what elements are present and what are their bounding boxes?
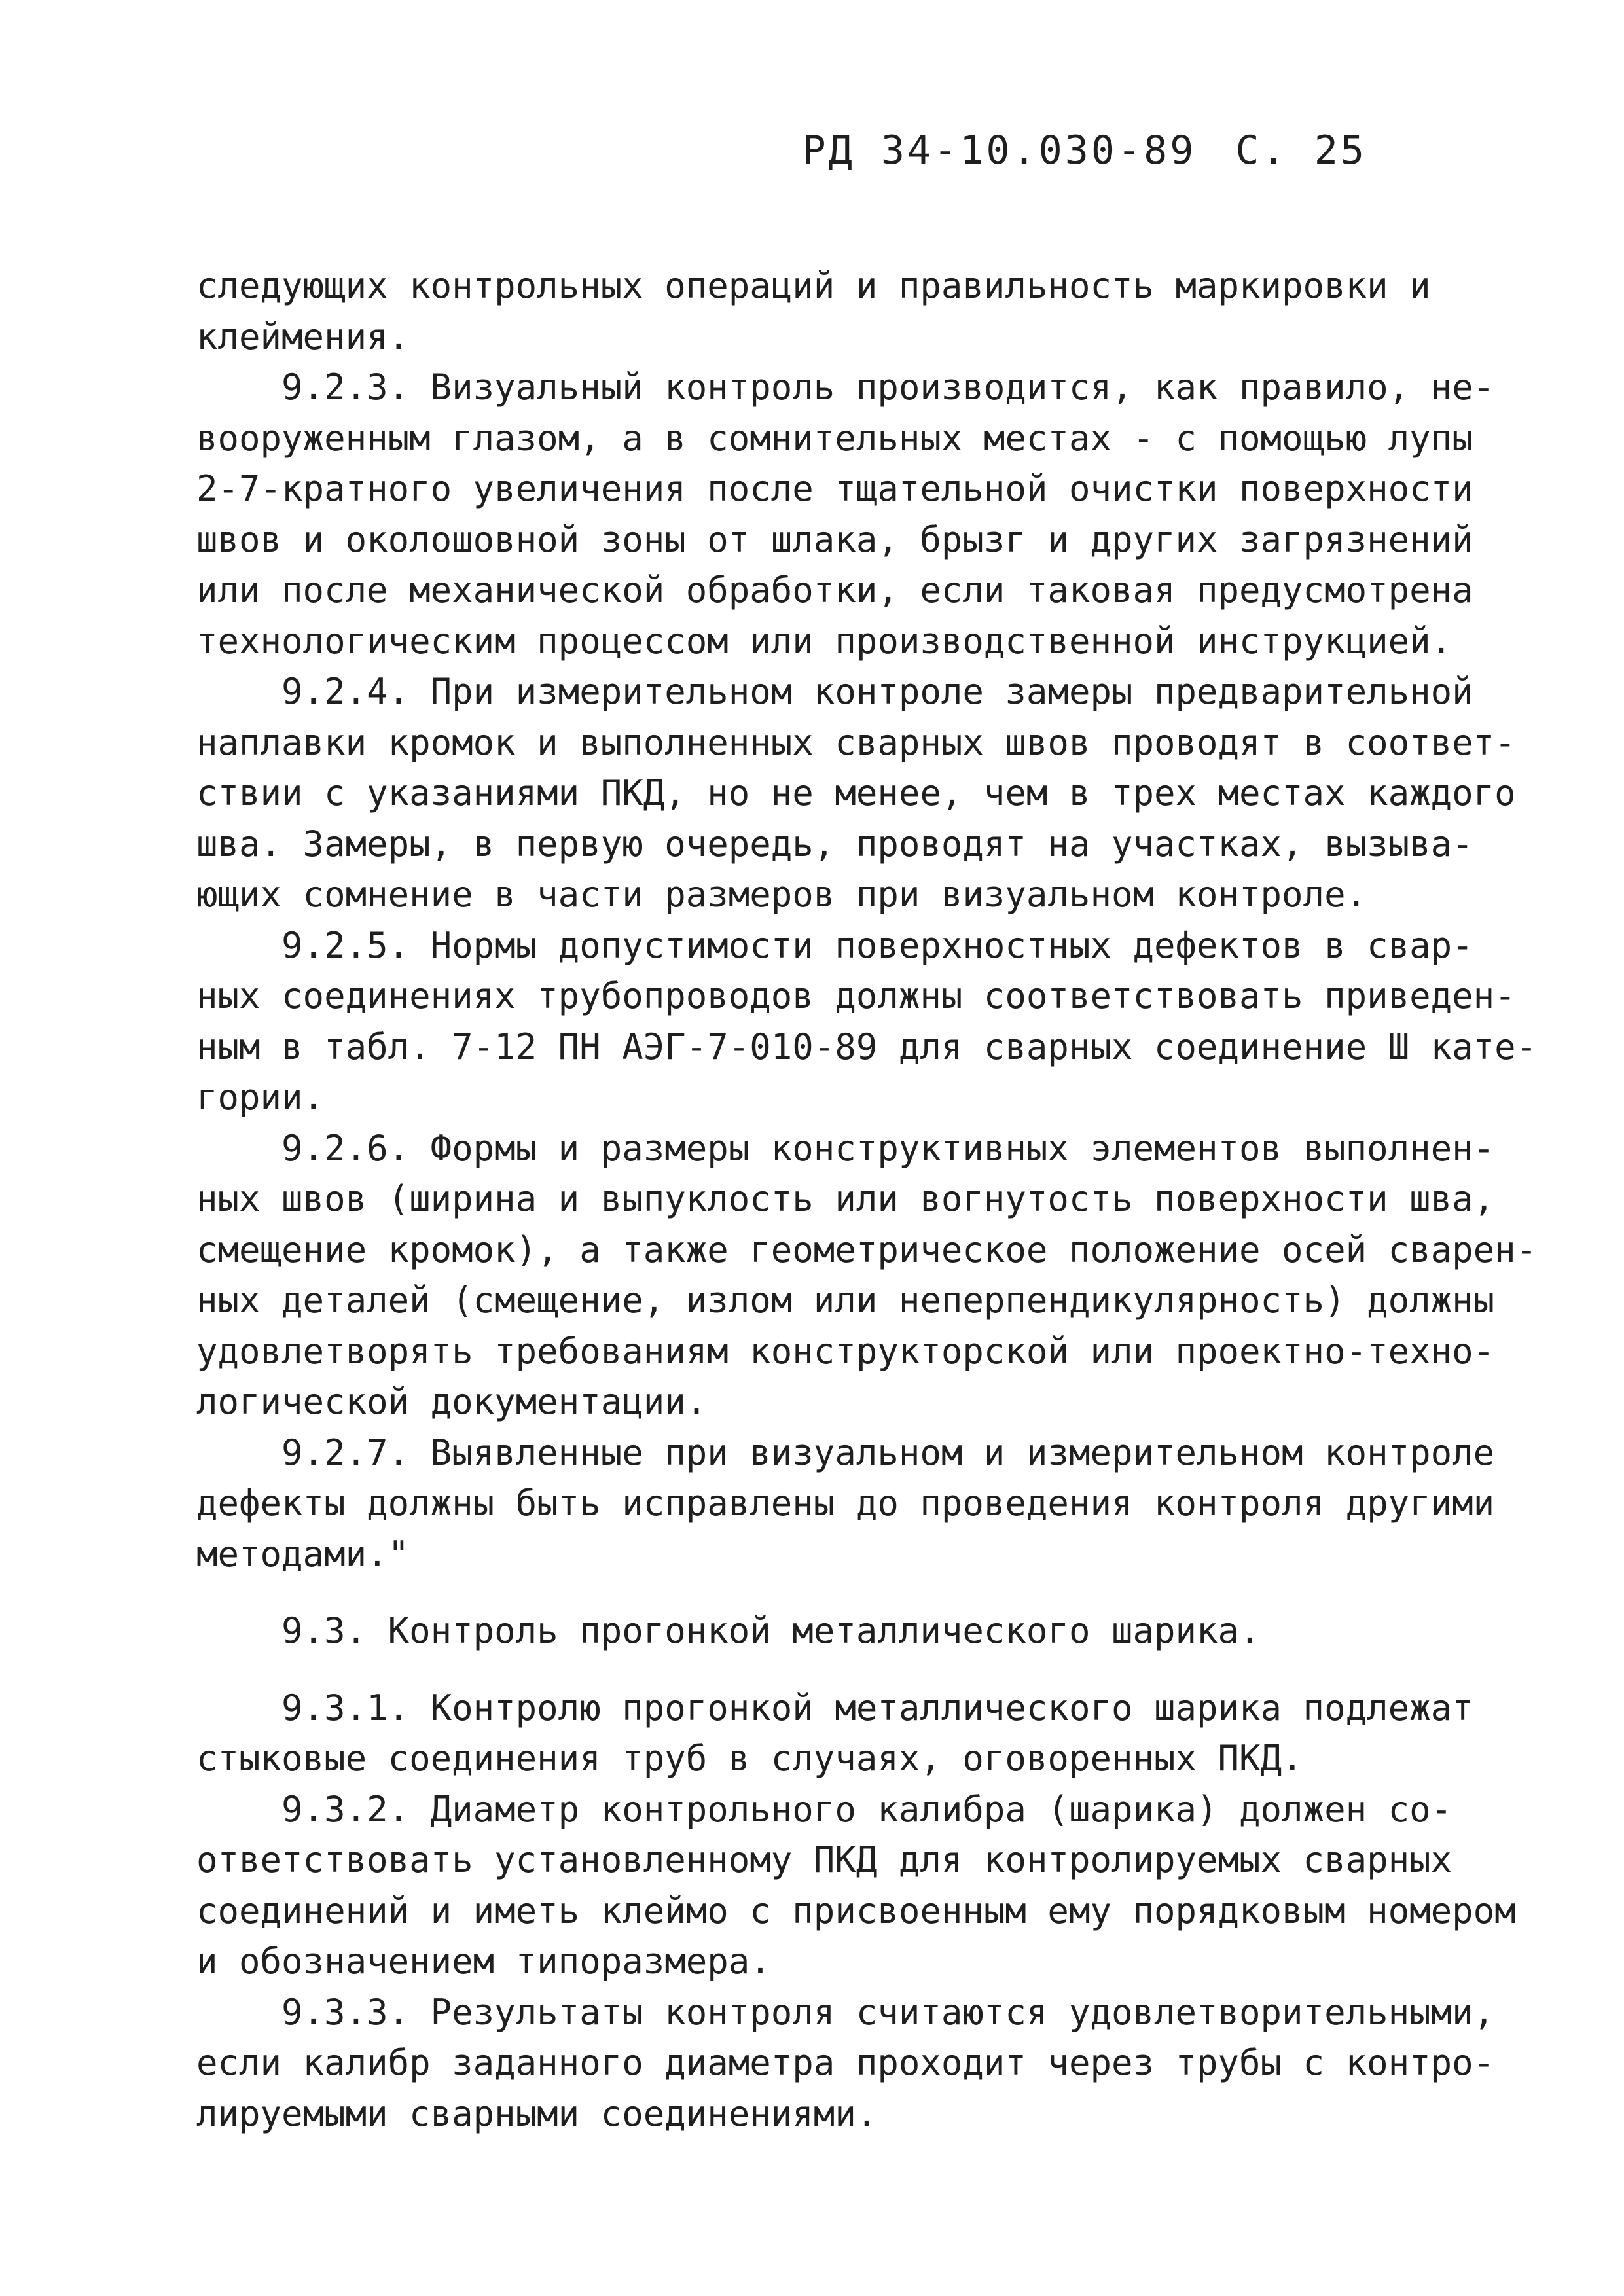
- text-line: 9.3. Контроль прогонкой металлического шарика.: [196, 1610, 1261, 1651]
- text-line: или после механической обработки, если таковая предусмотрена: [196, 569, 1473, 611]
- text-line: ствии с указаниями ПКД, но не менее, чем в трех местах каждого: [196, 772, 1516, 814]
- paragraph-gap: [196, 1579, 1453, 1605]
- text-line: шва. Замеры, в первую очередь, проводят на участках, вызыва-: [196, 823, 1473, 865]
- text-line: наплавки кромок и выполненных сварных швов проводят в соответ-: [196, 721, 1516, 763]
- page-number: С. 25: [1235, 128, 1367, 173]
- text-line: дефекты должны быть исправлены до проведения контроля другими: [196, 1482, 1495, 1524]
- text-line: 9.3.2. Диаметр контрольного калибра (шарика) должен со-: [196, 1788, 1453, 1830]
- text-line: ных соединениях трубопроводов должны соответствовать приведен-: [196, 975, 1516, 1016]
- text-line: соединений и иметь клеймо с присвоенным ему порядковым номером: [196, 1890, 1516, 1931]
- body-text: [196, 260, 1538, 2139]
- text-line: если калибр заданного диаметра проходит через трубы с контро-: [196, 2042, 1495, 2083]
- text-line: 9.2.6. Формы и размеры конструктивных элементов выполнен-: [196, 1127, 1495, 1169]
- page-header: [803, 128, 1367, 173]
- text-line: методами.": [196, 1533, 410, 1575]
- text-line: следующих контрольных операций и правильность маркировки и: [196, 265, 1431, 306]
- text-line: 9.2.7. Выявленные при визуальном и измерительном контроле: [196, 1431, 1495, 1473]
- text-line: 2-7-кратного увеличения после тщательной очистки поверхности: [196, 468, 1473, 509]
- text-line: смещение кромок), а также геометрическое положение осей сварен-: [196, 1229, 1538, 1270]
- text-line: 9.2.3. Визуальный контроль производится, как правило, не-: [196, 367, 1495, 408]
- text-line: гории.: [196, 1077, 325, 1118]
- text-line: и обозначением типоразмера.: [196, 1941, 771, 1982]
- text-line: 9.3.1. Контролю прогонкой металлического шарика подлежат: [196, 1687, 1473, 1729]
- text-line: ответствовать установленному ПКД для контролируемых сварных: [196, 1839, 1453, 1880]
- text-line: ных деталей (смещение, излом или неперпендикулярность) должны: [196, 1280, 1495, 1321]
- text-line: удовлетворять требованиям конструкторской или проектно-техно-: [196, 1330, 1495, 1372]
- text-line: логической документации.: [196, 1381, 708, 1422]
- text-line: лируемыми сварными соединениями.: [196, 2092, 878, 2134]
- text-line: технологическим процессом или производственной инструкцией.: [196, 620, 1453, 662]
- text-line: клеймения.: [196, 315, 410, 357]
- text-line: 9.2.5. Нормы допустимости поверхностных дефектов в свар-: [196, 924, 1473, 966]
- text-line: вооруженным глазом, а в сомнительных местах - с помощью лупы: [196, 417, 1473, 459]
- text-line: стыковые соединения труб в случаях, оговоренных ПКД.: [196, 1738, 1303, 1779]
- text-line: 9.3.3. Результаты контроля считаются удовлетворительными,: [196, 1991, 1495, 2033]
- text-line: ным в табл. 7-12 ПН АЭГ-7-010-89 для сварных соединение Ш кате-: [196, 1026, 1538, 1067]
- text-line: швов и околошовной зоны от шлака, брызг и других загрязнений: [196, 518, 1473, 560]
- document-code: РД 34-10.030-89: [802, 128, 1197, 173]
- paragraph-gap: [196, 1657, 1453, 1683]
- text-line: ющих сомнение в части размеров при визуальном контроле.: [196, 874, 1367, 915]
- text-line: 9.2.4. При измерительном контроле замеры предварительной: [196, 671, 1473, 712]
- text-line: ных швов (ширина и выпуклость или вогнутость поверхности шва,: [196, 1178, 1495, 1219]
